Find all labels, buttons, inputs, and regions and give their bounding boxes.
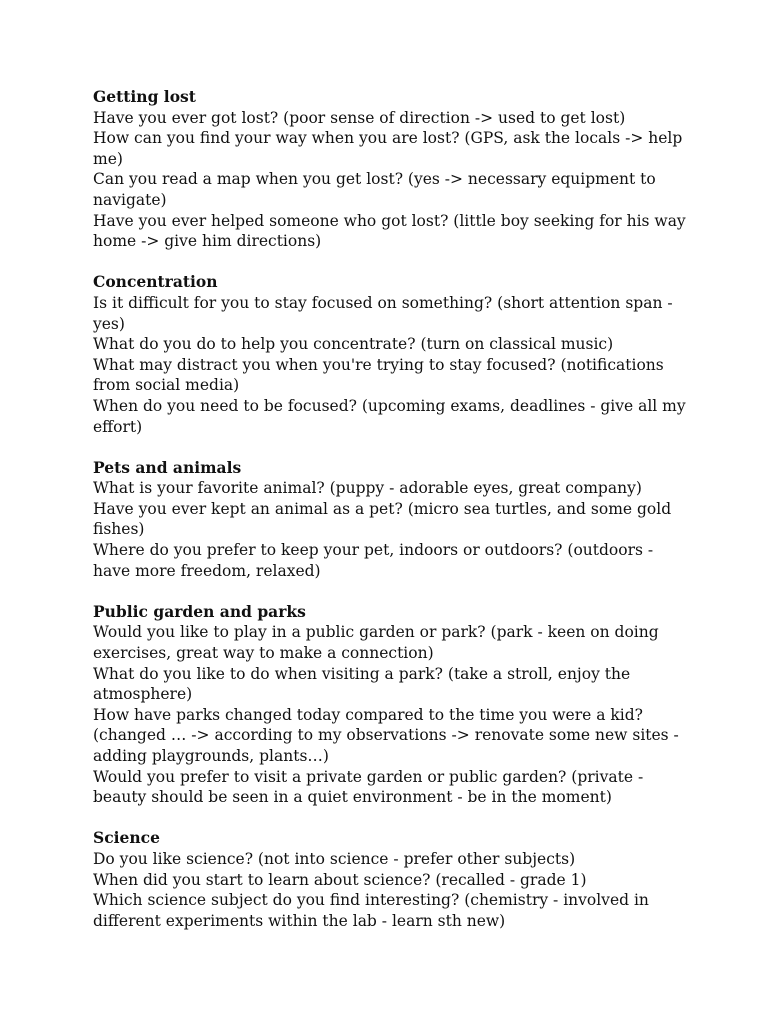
question-line: How have parks changed today compared to the time you were a kid? (changed … -> according to my observations -> renovate some new sites - adding playgrounds, plants…) xyxy=(93,705,679,765)
question-line: Would you like to play in a public garden or park? (park - keen on doing exercises, great way to make a connection) xyxy=(93,623,659,663)
question-line: Can you read a map when you get lost? (yes -> necessary equipment to navigate) xyxy=(93,170,656,209)
question-line: What do you do to help you concentrate? (turn on classical music) xyxy=(93,335,614,354)
question-line: Where do you prefer to keep your pet, indoors or outdoors? (outdoors - have more freedom, relaxed) xyxy=(93,541,654,580)
section-public-garden-and-parks xyxy=(93,602,693,808)
question-line: When do you need to be focused? (upcoming exams, deadlines - give all my effort) xyxy=(93,396,686,436)
question-line: Is it difficult for you to stay focused on something? (short attention span - yes) xyxy=(93,293,673,333)
question-line: Have you ever kept an animal as a pet? (micro sea turtles, and some gold fishes) xyxy=(93,499,672,539)
question-line: What may distract you when you're trying to stay focused? (notifications from social media) xyxy=(93,355,664,395)
section-getting-lost xyxy=(93,87,693,252)
question-line: Have you ever helped someone who got lost? (little boy seeking for his way home -> give him directions) xyxy=(93,211,686,251)
section-concentration xyxy=(93,272,693,437)
question-line: Have you ever got lost? (poor sense of direction -> used to get lost) xyxy=(93,108,626,127)
section-science xyxy=(93,828,693,931)
question-line: What is your favorite animal? (puppy - adorable eyes, great company) xyxy=(93,479,642,498)
question-line: Which science subject do you find interesting? (chemistry - involved in different experiments within the lab - learn sth new) xyxy=(93,891,649,930)
section-title: Concentration xyxy=(93,272,218,292)
question-line: When did you start to learn about science? (recalled - grade 1) xyxy=(93,870,587,889)
section-title: Getting lost xyxy=(93,87,196,106)
question-line: Would you prefer to visit a private garden or public garden? (private - beauty should be seen in a quiet environment - be in the moment) xyxy=(93,767,644,807)
question-line: How can you find your way when you are lost? (GPS, ask the locals -> help me) xyxy=(93,129,683,168)
question-line: Do you like science? (not into science - prefer other subjects) xyxy=(93,849,576,868)
question-line: What do you like to do when visiting a park? (take a stroll, enjoy the atmosphere) xyxy=(93,664,631,704)
section-title: Public garden and parks xyxy=(93,601,306,621)
section-title: Pets and animals xyxy=(93,457,242,477)
section-pets-and-animals xyxy=(93,458,693,582)
section-title: Science xyxy=(93,828,160,848)
document-page xyxy=(93,87,693,952)
